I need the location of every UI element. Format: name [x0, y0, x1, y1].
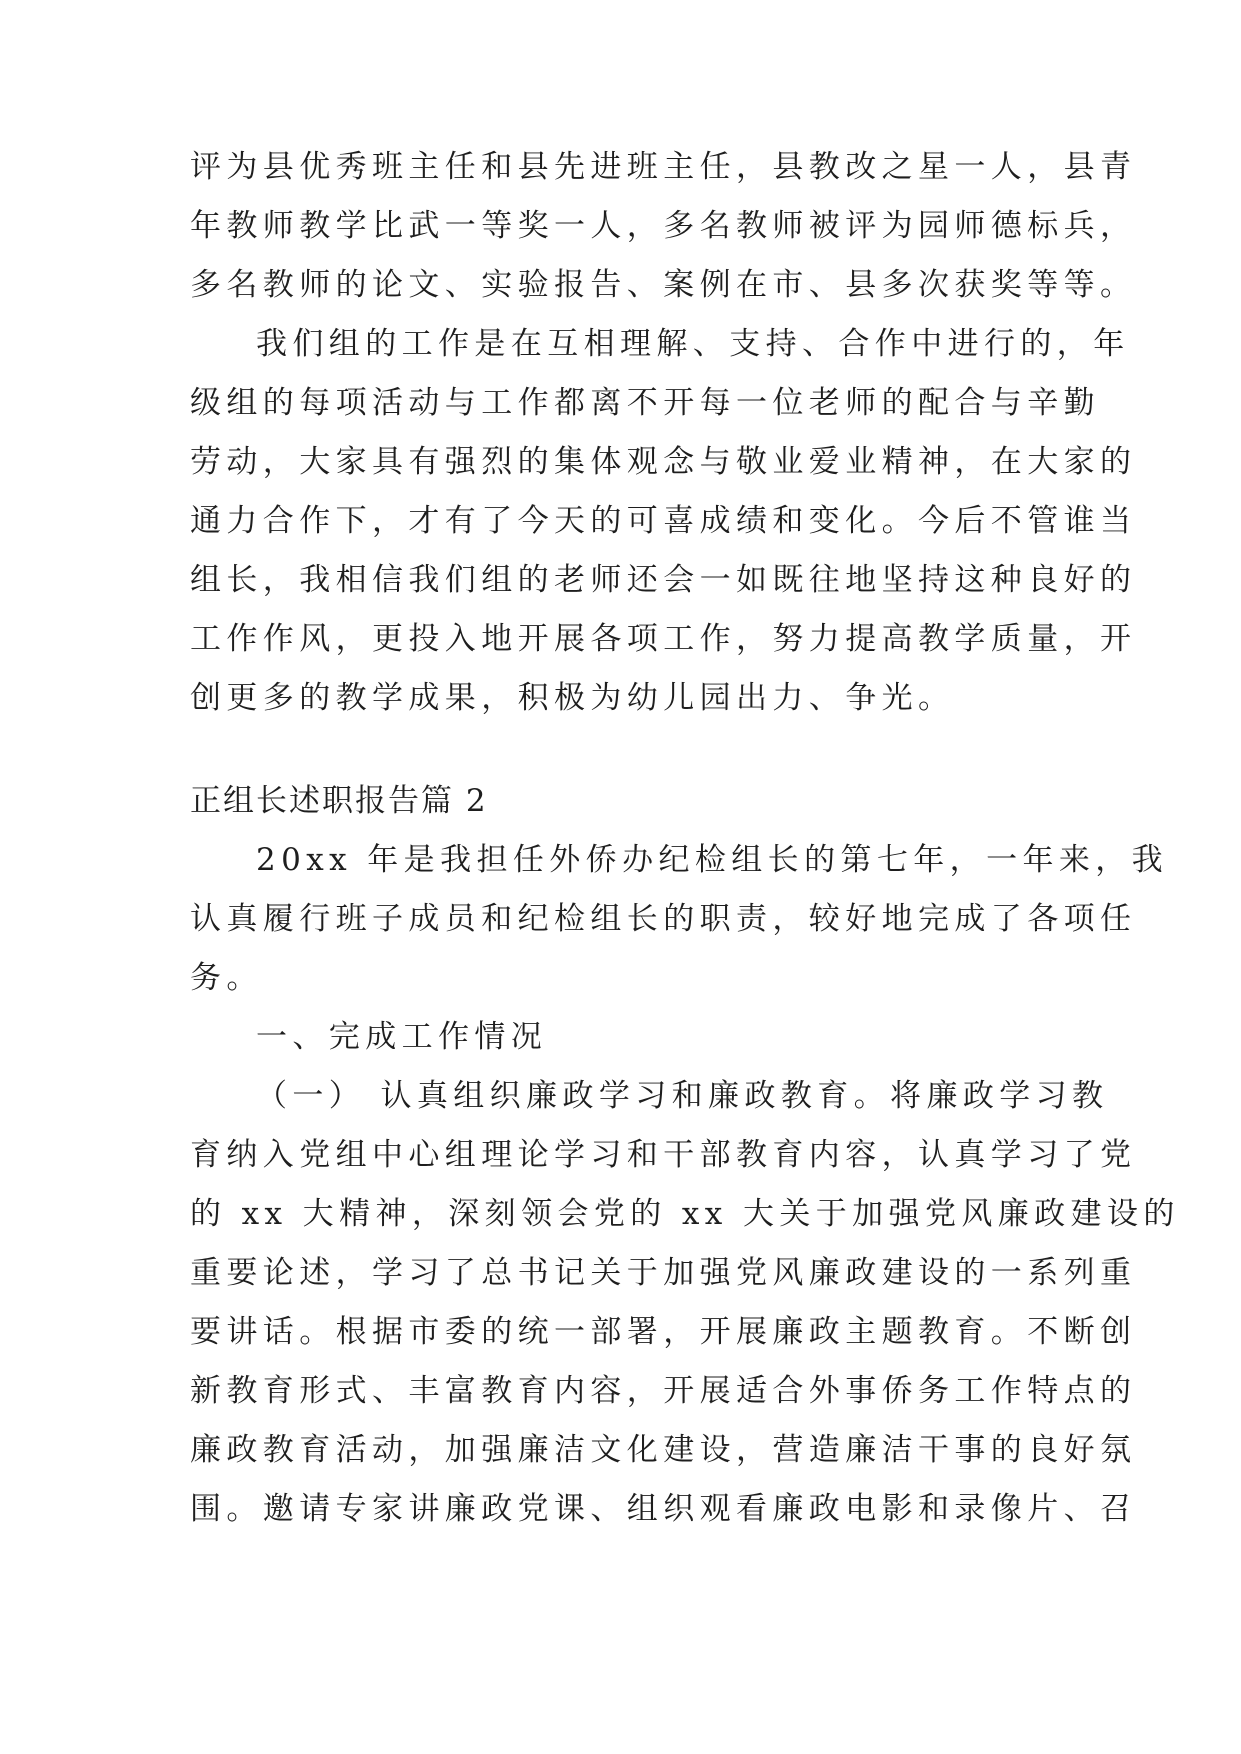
paragraph-line: 重要论述，学习了总书记关于加强党风廉政建设的一系列重 [190, 1255, 1137, 1291]
paragraph-line: 的 xx 大精神，深刻领会党的 xx 大关于加强党风廉政建设的 [190, 1196, 1180, 1232]
paragraph-line: 工作作风，更投入地开展各项工作，努力提高教学质量，开 [190, 621, 1137, 657]
paragraph-line: 廉政教育活动，加强廉洁文化建设，营造廉洁干事的良好氛 [190, 1432, 1137, 1468]
paragraph-line: 20xx 年是我担任外侨办纪检组长的第七年，一年来，我 [256, 842, 1169, 878]
paragraph-line: 创更多的教学成果，积极为幼儿园出力、争光。 [190, 680, 955, 716]
paragraph-line: 我们组的工作是在互相理解、支持、合作中进行的，年 [256, 326, 1130, 362]
paragraph-line: 级组的每项活动与工作都离不开每一位老师的配合与辛勤 [190, 385, 1100, 421]
paragraph-line: 要讲话。根据市委的统一部署，开展廉政主题教育。不断创 [190, 1314, 1137, 1350]
paragraph-line: 围。邀请专家讲廉政党课、组织观看廉政电影和录像片、召 [190, 1491, 1137, 1527]
paragraph-line: 劳动，大家具有强烈的集体观念与敬业爱业精神，在大家的 [190, 444, 1137, 480]
paragraph-line: （一） 认真组织廉政学习和廉政教育。将廉政学习教 [256, 1078, 1109, 1114]
paragraph-line: 通力合作下，才有了今天的可喜成绩和变化。今后不管谁当 [190, 503, 1137, 539]
paragraph-line: 多名教师的论文、实验报告、案例在市、县多次获奖等等。 [190, 267, 1137, 303]
section-heading: 正组长述职报告篇 2 [190, 783, 488, 819]
paragraph-line: 评为县优秀班主任和县先进班主任，县教改之星一人，县青 [190, 149, 1137, 185]
paragraph-line: 组长，我相信我们组的老师还会一如既往地坚持这种良好的 [190, 562, 1137, 598]
paragraph-line: 年教师教学比武一等奖一人，多名教师被评为园师德标兵， [190, 208, 1137, 244]
paragraph-line: 育纳入党组中心组理论学习和干部教育内容，认真学习了党 [190, 1137, 1137, 1173]
subsection-heading: 一、完成工作情况 [256, 1019, 548, 1055]
paragraph-line: 务。 [190, 960, 263, 996]
paragraph-line: 认真履行班子成员和纪检组长的职责，较好地完成了各项任 [190, 901, 1137, 937]
paragraph-line: 新教育形式、丰富教育内容，开展适合外事侨务工作特点的 [190, 1373, 1137, 1409]
